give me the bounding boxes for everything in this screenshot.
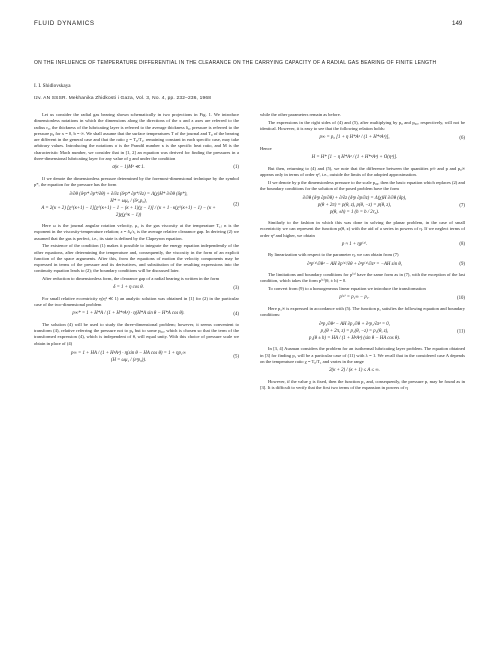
equation-6b [260,155,465,162]
equation-5 [34,350,239,364]
right-column [260,112,465,393]
equation-line: p∞ = p₀ [1 + η H*A² / (1 + H*²A²)], [319,135,390,141]
equation-line: ∂²p₁/∂θ² − AH ∂p₁/∂θ + ∂²p₁/∂z² = 0, [319,322,390,328]
equation-11 [260,321,465,342]
equation-10 [260,295,465,302]
equation-line: H* = ωμ₀ / (δ²₀p₀), [110,199,147,204]
paragraph: The limitations and boundary conditions for p⁽¹⁾ have the same form as in (7), with the exception of the last condition, which takes the form p⁽¹⁾(θ, ± h) = 0. [260,272,465,284]
paragraph: If we denote the dimensionless pressure determined by the foremost-dimensional technique by the symbol p*, the equation for the pressure has the form [34,175,239,187]
running-head: FLUID DYNAMICS [34,20,95,27]
equation-number: (5) [233,354,239,360]
equation-number: (6) [459,135,465,141]
equation-9 [260,262,465,269]
equation-4 [34,311,239,318]
paragraph: In [3, 4] Ausman considers the problem for an isothermal lubricating layer problem. The equation obtained in [3] for finding p₁ will be a particular case of (11) with λ = 1. We recall that in the considered case A depends on the temperature ratio χ = T₀/T₁ and varies in the range [260,346,465,364]
paragraph: Here ω is the journal angular rotation velocity, μ₁ is the gas viscosity at the temperature T₁; n is the exponent in the viscosity-temperature relation; ε = δ₀/r₁ is the average relative clearance gap. In deriving (2) we assumed that the gas is perfect, i.e., its state is defined by the Clapeyron equation. [34,223,239,241]
equation-number: (11) [457,329,465,335]
equation-number: (2) [233,202,239,208]
equation-body: p⁽¹⁾ = p₁∞ − p₁. [339,295,370,301]
equation-6a [260,135,465,142]
equation-number: (1) [233,165,239,170]
article-title: ON THE INFLUENCE OF TEMPERATURE DIFFERENTIAL IN THE CLEARANCE ON THE CARRYING CAPACITY OF A RADIAL GAS BEARING OF FINITE LENGTH [34,60,437,66]
paragraph: The existence of the condition (1) makes it possible to integrate the energy equation independently of the other equations, after determining the temperature and, consequently, the viscosity in the form of an explicit function of the space arguments. After this, from the equations of motion the velocity components may be expressed in terms of the pressure and its derivatives, and substitution of the resulting expressions into the continuity equation leads to (2); the boundary conditions will be discussed later. [34,243,239,274]
equation-12 [260,368,465,375]
equation-number: (10) [457,295,465,301]
equation-line: p₁(θ ± h) = HA / (1 + H²A²) (sin θ − HA cos θ). [308,336,401,342]
equation-line: p(θ + 2π) = p(θ, z), p(θ, −z) = p(θ, z), [317,203,392,208]
paragraph: The solution (4) will be used to study the three-dimensional problem; however, it seems convenient to transform (4), relative referring the pressure not to p₀ but to some p₀₀, which is chosen so that the term of the transformed expression (4), which is independent of θ, will equal unity. With this choice of pressure scale we obtain in place of (4) [34,321,239,346]
paragraph: By linearization with respect to the parameter η, we can obtain from (7) [268,252,399,258]
equation-3 [34,285,239,292]
paragraph: Here p₁∞ is expressed in accordance with (5). The function p₁ satisfies the following equation and boundary conditions: [260,305,465,317]
equation-number: (8) [459,241,465,247]
equation-line: ∂/∂θ (δ³p* ∂p*/∂θ) + ∂/∂z (δ³p* ∂p*/∂z) = Λ(χ)H* ∂/∂θ (δp*), [69,192,188,197]
equation-1 [34,165,239,172]
equation-body: 2(κ + 2) / (κ + 1) ≤ A ≤ ∞. [329,368,380,373]
paragraph: After reduction to dimensionless form, the clearance gap of a radial bearing is written in the form [42,276,220,281]
equation-line: p∞ = 1 + HA / (1 + H²A²) · η(sin θ − HA cos θ) = 1 + ηp₁∞ [71,350,186,356]
equation-8 [260,242,465,249]
equation-line: p₁(θ + 2π, z) = p₁(θ, −z) = p₁(θ, z), [320,329,389,335]
article-source: Izv. AN SSSR. Mekhanika Zhidkosti i Gaza, Vol. 3, No. 4, pp. 232–236, 1968 [34,96,212,101]
paragraph: Similarly to the fashion in which this was done in solving the planar problem, in the case of small eccentricity we can represent the function p(θ, z) with the aid of a series in powers of η. If we neglect terms of order η² and higher, we obtain [260,220,465,238]
equation-body: δ = 1 + η cos θ. [113,285,144,291]
equation-2 [34,191,239,219]
article-authors: I. I. Shidlovskaya [34,83,71,89]
paragraph: Let us consider the radial gas bearing shown schematically in two projections in Fig. 1. We introduce dimensionless notations in which the dimensions along the directions of the x and z axes are referred to the radius r₀, the thickness of the lubricating layer is referred to the average thickness δ₀, pressure is referred to the pressure p₀ for x = 0, b = ∞. We shall assume that the surface temperatures T of the journal and T₀ of the bearing are different in the general case and that the ratio χ = T₀/T₁, remaining constant in each specific case, may take arbitrary values. Introducing the notations σ is the Prandtl number κ is the specific heat ratio, and M is the characteristic Mach number, we consider that in [1, 2] an equation was derived for finding the pressures in a three-dimensional lubricating layer for any value of χ and under the condition [34,112,239,161]
paragraph: Hence [260,145,272,151]
left-column [34,112,239,368]
equation-line: H = H* [1 − η H*A² / (1 + H*²A²) + O(η²)]. [311,155,398,160]
paragraph: while the other parameters remain as before. [260,112,341,117]
equation-body: p∞* = 1 + H*A / (1 + H*²A²) · η(H*A sin θ − H*A cos θ). [72,311,185,317]
paragraph: If we denote by p the dimensionless pressure to the scale p₀₀, then the basic equation which replaces (2) and the boundary conditions for the solution of the posed problem have the form [260,179,465,191]
equation-number: (7) [459,203,465,208]
equation-number: (4) [233,311,239,317]
page-number: 149 [452,20,463,27]
equation-7 [260,195,465,216]
equation-number: (9) [459,261,465,267]
equation-line: (H = ωμ₁ / (ε²p₀)). [110,357,147,363]
equation-body: ∂²p⁽¹⁾/∂θ² − AH ∂p⁽¹⁾/∂θ + ∂²p⁽¹⁾/∂z² = −AH sin θ, [307,261,402,267]
paragraph: The expressions in the right sides of (4) and (5), after multiplying by p₀ and p₀₀, respectively, will not be identical. However, it is easy to see that the following relation holds: [260,119,465,131]
equation-body: σ(κ − 1)M² ≪ 1. [112,165,145,170]
equation-body: p ≈ 1 + ηp⁽¹⁾. [341,241,368,247]
equation-number: (3) [233,285,239,291]
paragraph: To convert from (9) to a homogeneous linear equation we introduce the transformation [268,286,426,291]
paragraph: For small relative eccentricity η(η² ≪ 1) an analytic solution was obtained in [1] for (2) in the particular case of the two-dimensional problem [34,295,239,307]
equation-line: p(θ, ±h) = 1 (h = b / 2r₀). [329,210,380,215]
paragraph: However, if the value χ is fixed, then the function p₁ and, consequently, the pressure p, may be found as in [3]. It is difficult to verify that the first two terms of the expansion in powers of η [260,378,465,390]
equation-line: ∂/∂θ (δ³p ∂p/∂θ) + ∂/∂z (δ³p ∂p/∂z) = Λ(χ)H ∂/∂θ (δp), [302,196,407,201]
equation-line: A = 2(κ + 2) [χ^(κ+1) − 1][χ^(κ+1) − 1 − (κ + 1)(χ − 1)] / (κ + 1 · κ(χ^(κ+1) − 1) − (κ + 2)χ(χ^κ − 1)) [41,206,216,218]
paragraph: But then, returning to (4) and (5), we note that the difference between the quantities p∞ and p and p₀∞ appears only in terms of order η², i.e., outside the limits of the adopted approximation. [260,165,465,177]
